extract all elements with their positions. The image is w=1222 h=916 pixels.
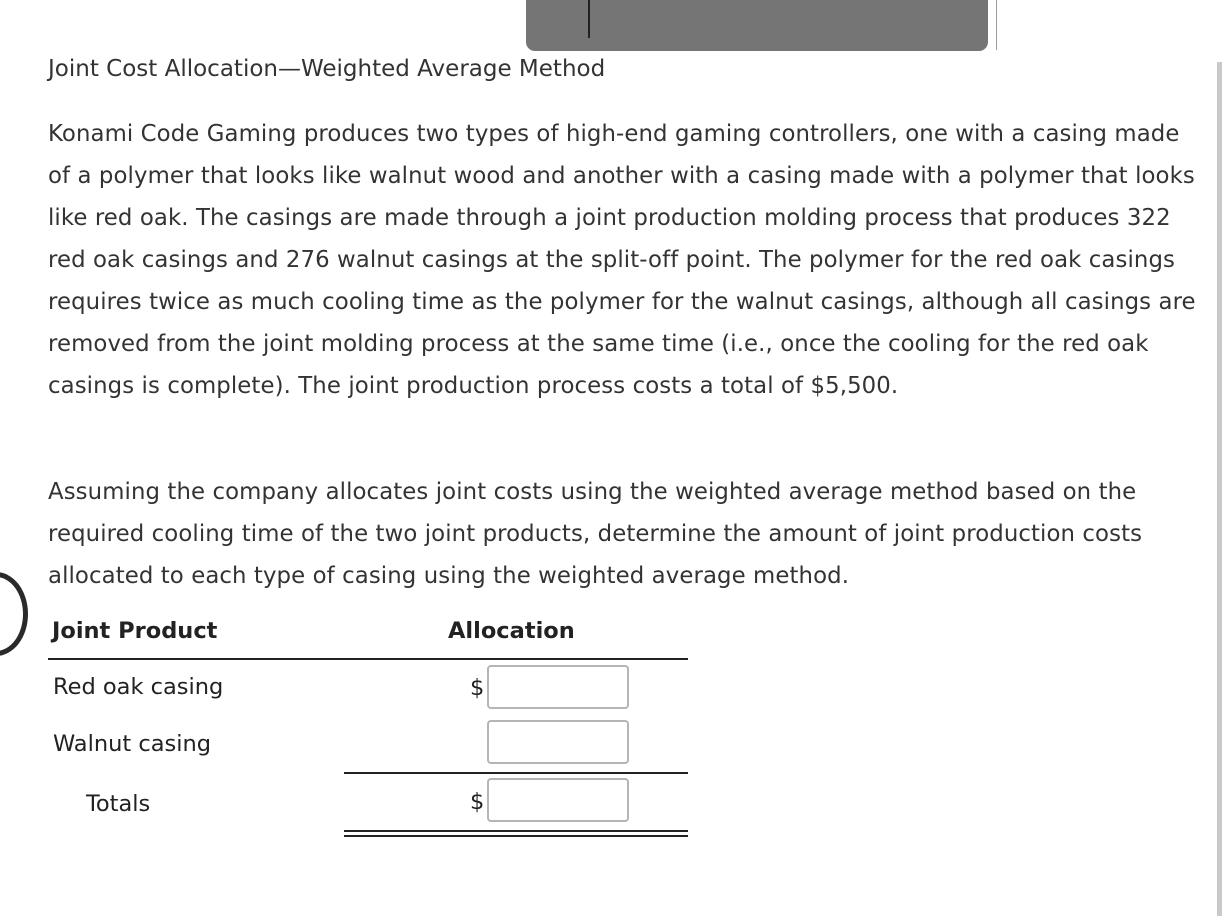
subtotal-rule [344, 772, 688, 774]
red-oak-allocation-input[interactable] [487, 665, 629, 709]
totals-allocation-input[interactable] [487, 778, 629, 822]
currency-symbol-totals: $ [470, 789, 485, 815]
allocation-table [48, 612, 688, 852]
left-edge-circle [0, 572, 28, 656]
header-allocation: Allocation [448, 618, 575, 644]
row-label-walnut: Walnut casing [53, 731, 212, 757]
total-double-rule-bottom [344, 835, 688, 837]
problem-intro-paragraph: Konami Code Gaming produces two types of high-end gaming controllers, one with a casing made of a polymer that looks like walnut wood and another with a casing made with a polymer that looks like red oak. The casings are made through a joint production molding process that produces 322 red oak casings and 276 walnut casings at the split-off point. The polymer for the red oak casings requires twice as much cooling time as the polymer for the walnut casings, although all casings are removed from the joint molding process at the same time (i.e., once the cooling for the red oak casings is complete). The joint production process costs a total of $5,500. [48, 121, 1196, 399]
currency-symbol-red-oak: $ [470, 675, 485, 701]
top-overlay-panel [526, 0, 988, 51]
header-rule [48, 658, 688, 660]
top-vertical-line [996, 0, 997, 50]
header-joint-product: Joint Product [52, 618, 218, 644]
row-label-red-oak: Red oak casing [53, 674, 224, 700]
problem-question-paragraph: Assuming the company allocates joint costs using the weighted average method based on the required cooling time of the two joint products, determine the amount of joint production costs allocated to each type of casing using the weighted average method. [48, 479, 1143, 589]
walnut-allocation-input[interactable] [487, 720, 629, 764]
total-double-rule-top [344, 830, 688, 832]
page-title: Joint Cost Allocation—Weighted Average Method [48, 56, 606, 82]
overlay-divider [588, 0, 590, 38]
scrollbar[interactable] [1217, 62, 1222, 916]
row-label-totals: Totals [86, 791, 151, 817]
